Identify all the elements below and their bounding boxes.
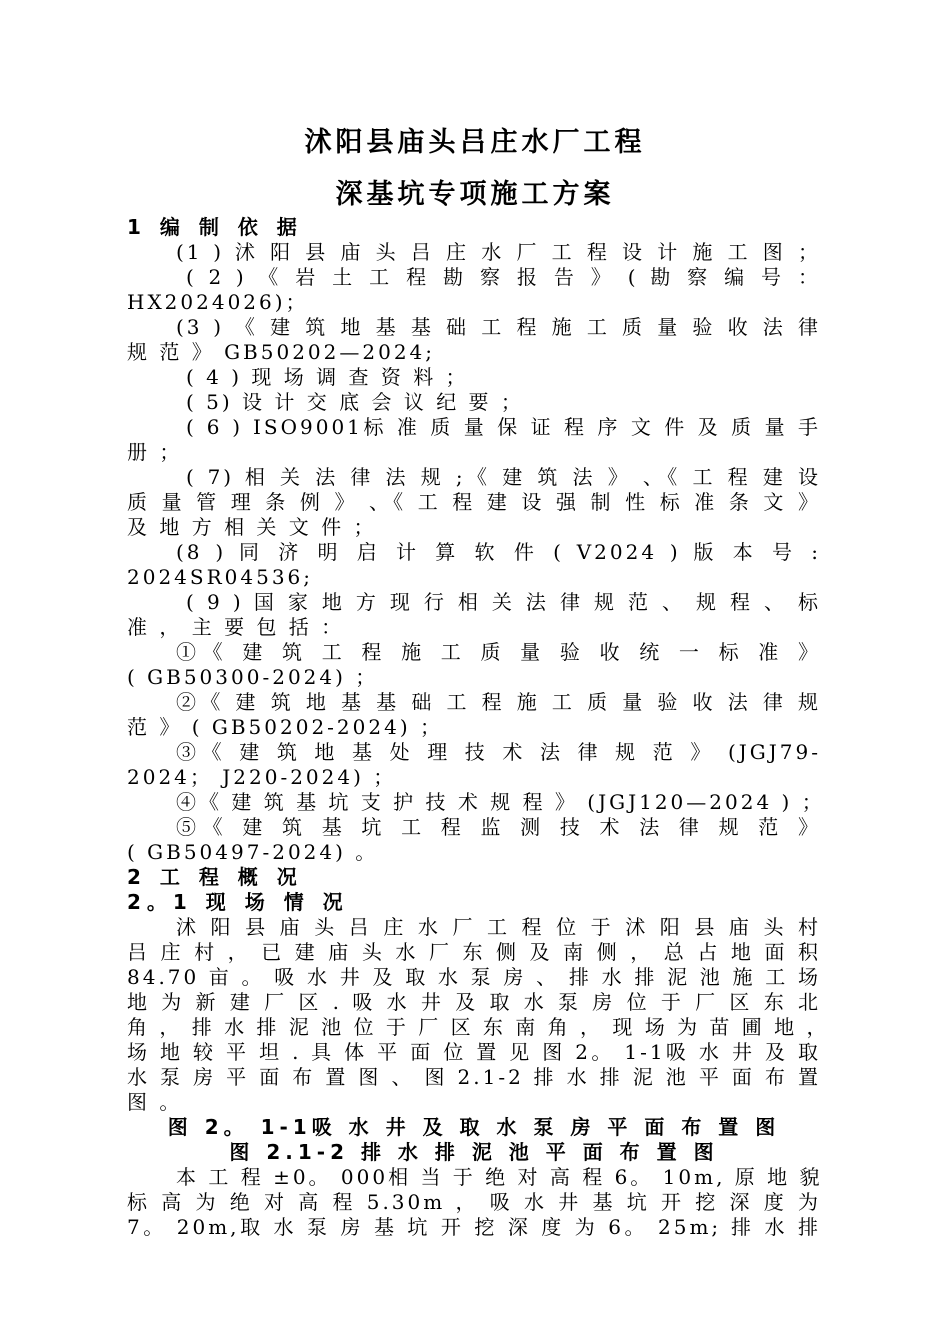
basis-line: (3 ) 《 建 筑 地 基 基 础 工 程 施 工 质 量 验 收 法 律: [176, 315, 821, 339]
paragraph-line: 标 高 为 绝 对 高 程 5.30m ， 吸 水 井 基 坑 开 挖 深 度 为: [127, 1190, 821, 1214]
paragraph-line: 水 泵 房 平 面 布 置 图 、 图 2.1-2 排 水 排 泥 池 平 面 布 置: [127, 1065, 821, 1089]
standard-line: ③《 建 筑 地 基 处 理 技 术 法 律 规 范 》 (JGJ79-: [176, 740, 821, 764]
basis-line: HX2024026)；: [127, 290, 309, 314]
document-title: 沭阳县庙头吕庄水厂工程: [304, 127, 646, 158]
basis-line: 准 ， 主 要 包 括 ：: [127, 615, 345, 639]
paragraph-line: 角 ， 排 水 排 泥 池 位 于 厂 区 东 南 角 ， 现 场 为 苗 圃 地 ，: [127, 1015, 830, 1039]
basis-line: 2024SR04536;: [127, 565, 314, 589]
standard-line: ①《 建 筑 工 程 施 工 质 量 验 收 统 一 标 准 》: [176, 640, 821, 664]
figure-caption: 图 2.1-2 排 水 排 泥 池 平 面 布 置 图: [229, 1140, 719, 1164]
subsection-heading: 2。1 现 场 情 况: [127, 890, 349, 914]
paragraph-line: 本 工 程 ±0。 000相 当 于 绝 对 高 程 6。 10m, 原 地 貌: [176, 1165, 823, 1189]
paragraph-line: 图 。: [127, 1090, 183, 1114]
standard-line: ( GB50300-2024) ；: [127, 665, 379, 689]
basis-line: ( 2 ) 《 岩 土 工 程 勘 察 报 告 》 ( 勘 察 编 号 ：: [186, 265, 821, 289]
basis-line: (8 ) 同 济 明 启 计 算 软 件 ( V2024 ) 版 本 号 :: [176, 540, 821, 564]
paragraph-line: 84.70 亩 。 吸 水 井 及 取 水 泵 房 、 排 水 排 泥 池 施 工 场: [127, 965, 821, 989]
standard-line: ④《 建 筑 基 坑 支 护 技 术 规 程 》 (JGJ120—2024 ) ；: [176, 790, 825, 814]
basis-line: 及 地 方 相 关 文 件 ；: [127, 515, 377, 539]
basis-line: 册 ；: [127, 440, 183, 464]
standard-line: ⑤《 建 筑 基 坑 工 程 监 测 技 术 法 律 规 范 》: [176, 815, 821, 839]
basis-line: (1 ) 沭 阳 县 庙 头 吕 庄 水 厂 工 程 设 计 施 工 图 ；: [176, 240, 821, 264]
basis-line: ( 5) 设 计 交 底 会 议 纪 要 ；: [186, 390, 524, 414]
basis-line: ( 4 ) 现 场 调 查 资 料 ；: [186, 365, 469, 389]
basis-line: ( 7) 相 关 法 律 法 规 ;《 建 筑 法 》 、《 工 程 建 设: [186, 465, 821, 489]
standard-line: ②《 建 筑 地 基 基 础 工 程 施 工 质 量 验 收 法 律 规: [176, 690, 821, 714]
figure-caption: 图 2。 1-1吸 水 井 及 取 水 泵 房 平 面 布 置 图: [167, 1115, 781, 1139]
basis-line: ( 9 ) 国 家 地 方 现 行 相 关 法 律 规 范 、 规 程 、 标: [186, 590, 821, 614]
paragraph-line: 7。 20m,取 水 泵 房 基 坑 开 挖 深 度 为 6。 25m; 排 水 排: [127, 1215, 821, 1239]
basis-line: ( 6 ) ISO9001标 准 质 量 保 证 程 序 文 件 及 质 量 手: [186, 415, 821, 439]
standard-line: 2024； J220-2024) ；: [127, 765, 397, 789]
basis-line: 质 量 管 理 条 例 》 、《 工 程 建 设 强 制 性 标 准 条 文 》: [127, 490, 821, 514]
paragraph-line: 地 为 新 建 厂 区 . 吸 水 井 及 取 水 泵 房 位 于 厂 区 东 北: [127, 990, 821, 1014]
document-subtitle: 深基坑专项施工方案: [335, 179, 615, 210]
standard-line: 范 》 ( GB50202-2024) ；: [127, 715, 443, 739]
paragraph-line: 吕 庄 村 ， 已 建 庙 头 水 厂 东 侧 及 南 侧 ， 总 占 地 面 积: [127, 940, 821, 964]
section-heading: 1 编 制 依 据: [127, 215, 303, 239]
paragraph-line: 沭 阳 县 庙 头 吕 庄 水 厂 工 程 位 于 沭 阳 县 庙 头 村: [176, 915, 821, 939]
section-heading: 2 工 程 概 况: [127, 865, 303, 889]
basis-line: 规 范 》 GB50202—2024;: [127, 340, 436, 364]
standard-line: ( GB50497-2024) 。: [127, 840, 379, 864]
paragraph-line: 场 地 较 平 坦 . 具 体 平 面 位 置 见 图 2。 1-1吸 水 井 及 取: [127, 1040, 821, 1064]
